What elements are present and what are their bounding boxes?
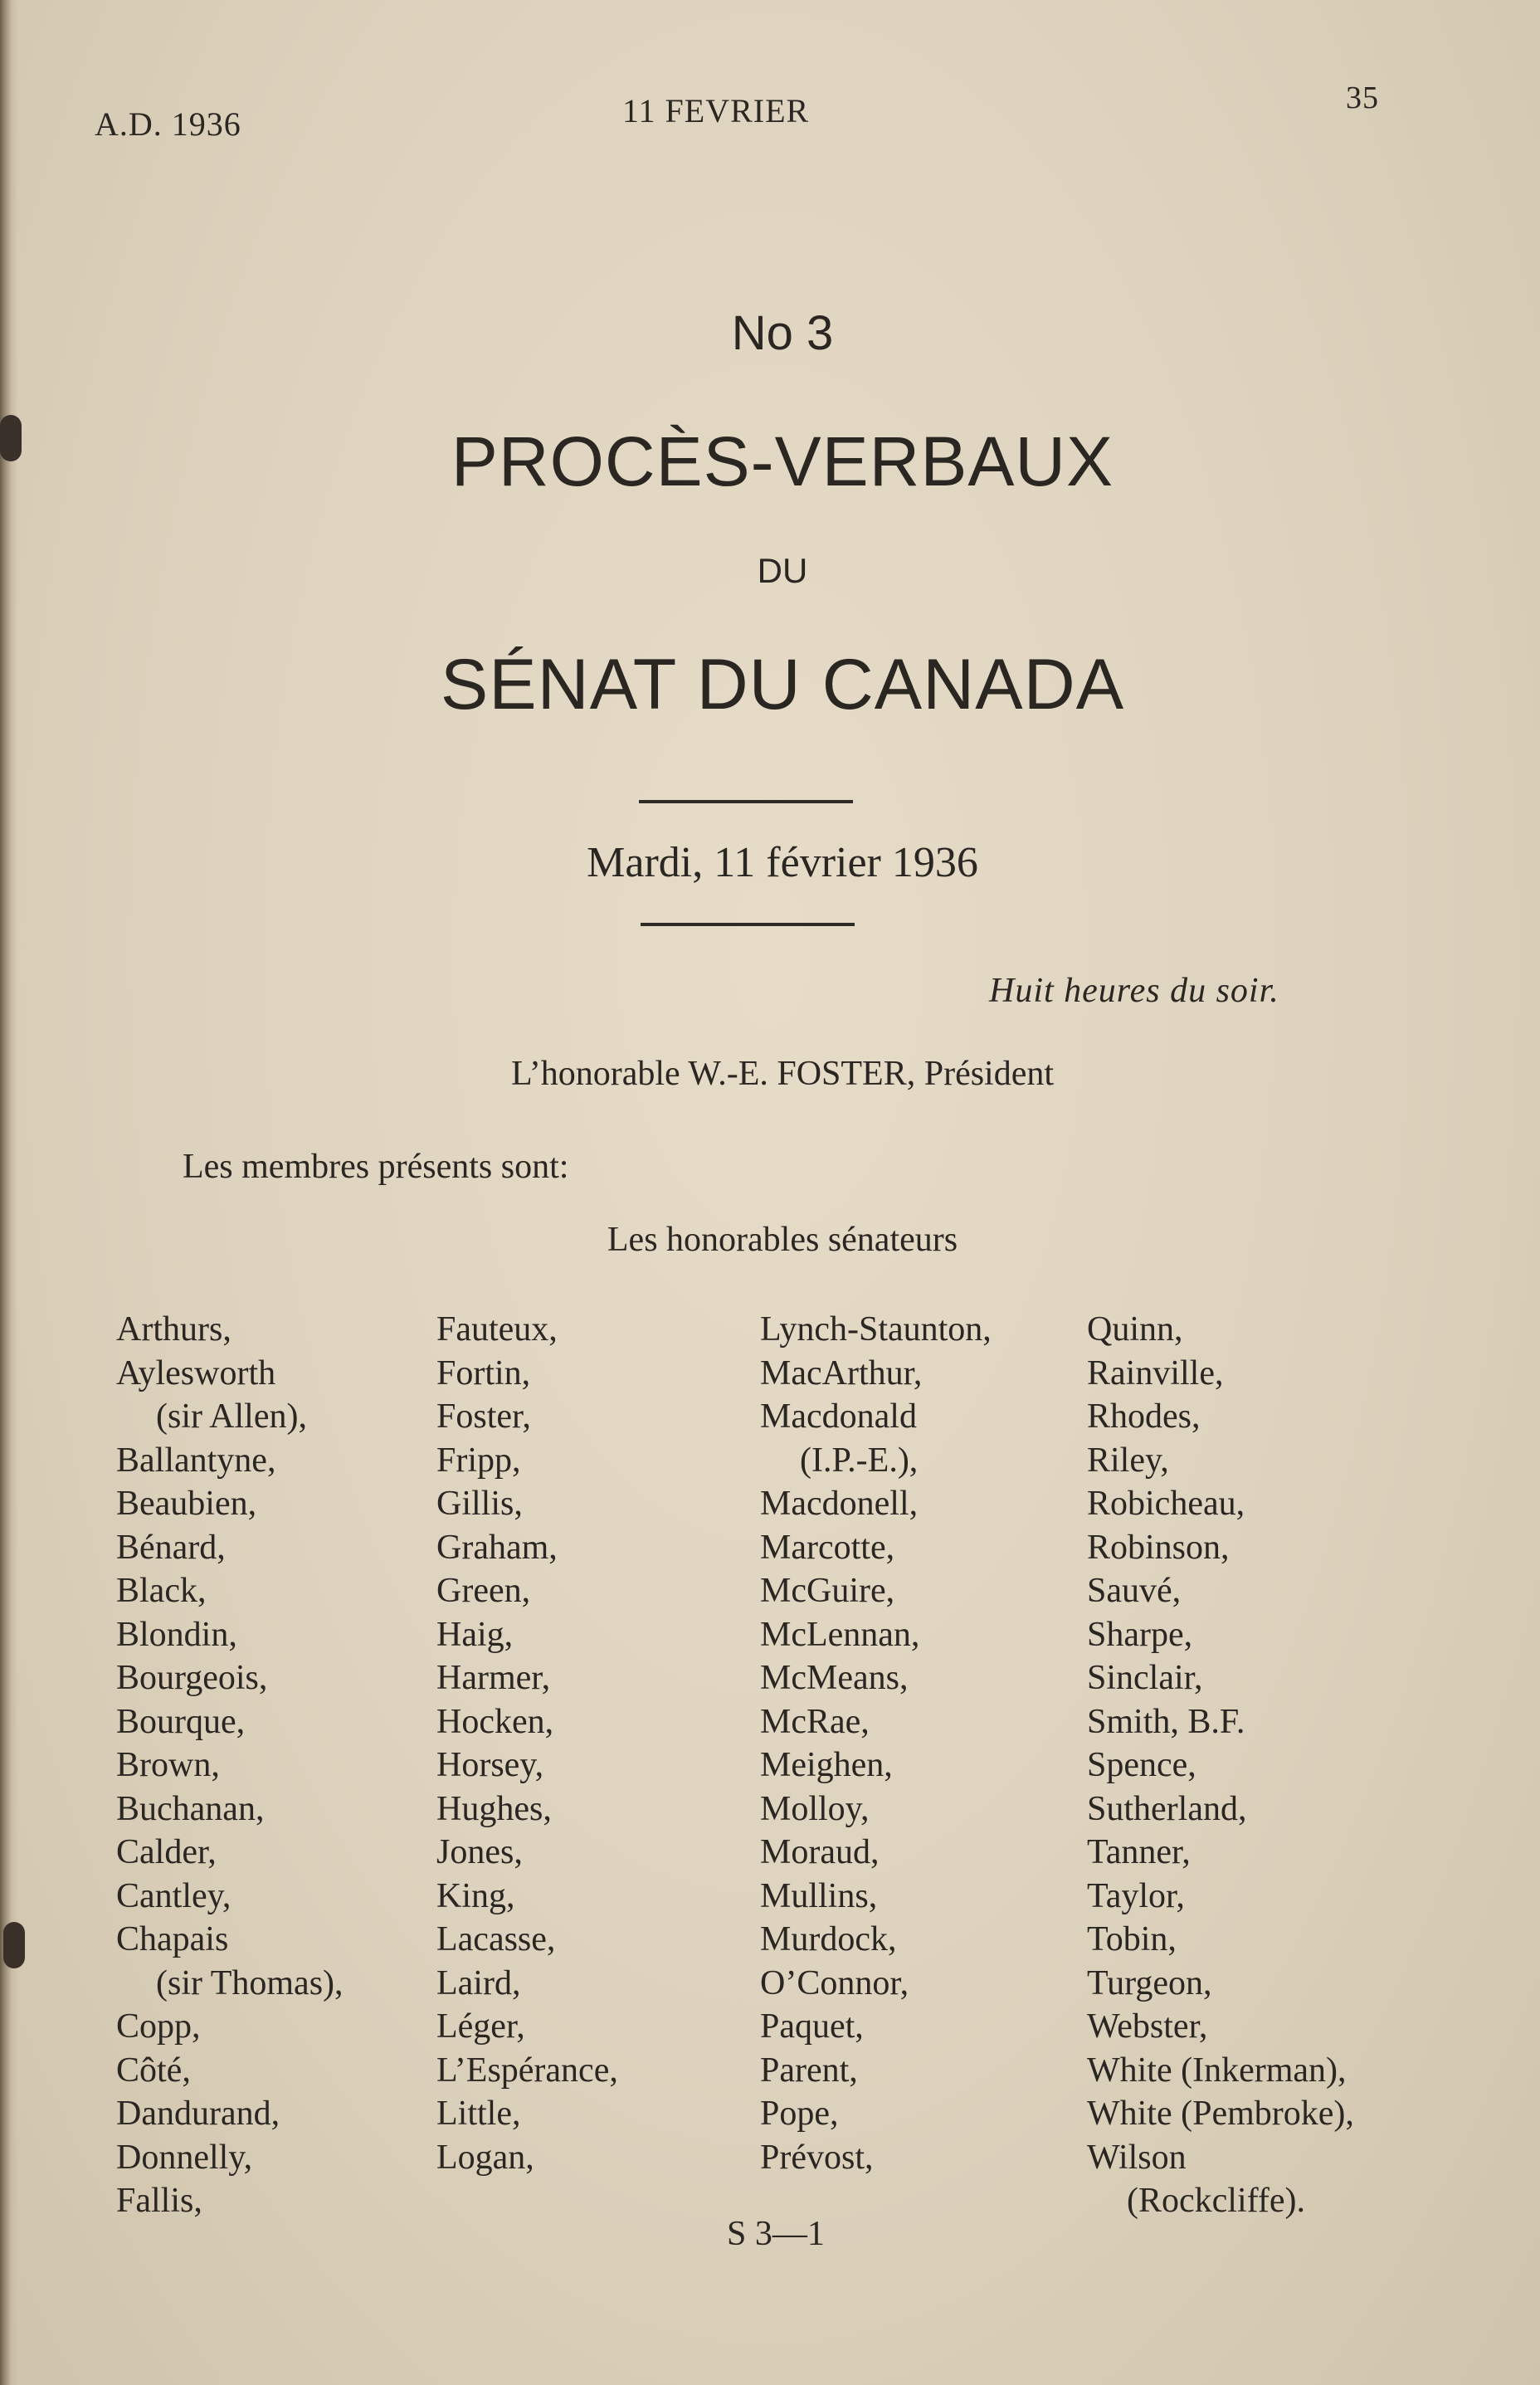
senator-name: O’Connor, (760, 1963, 909, 2002)
senator-name: Moraud, (760, 1833, 880, 1871)
senator-name: Bénard, (116, 1528, 226, 1567)
senator-name: McLennan, (760, 1615, 920, 1654)
senator-name: Fauteux, (436, 1310, 558, 1349)
senator-name: Jones, (436, 1833, 523, 1871)
senator-name: Smith, B.F. (1087, 1702, 1245, 1741)
senator-name: Hocken, (436, 1702, 554, 1741)
senator-name: Webster, (1087, 2007, 1208, 2046)
senator-name: McMeans, (760, 1659, 909, 1697)
senator-name: Laird, (436, 1963, 521, 2002)
senator-column-3 (760, 1308, 992, 2179)
senator-name: Copp, (116, 2007, 201, 2046)
senator-name: Léger, (436, 2007, 525, 2046)
senator-name: Robicheau, (1087, 1485, 1245, 1523)
senator-name: Parent, (760, 2051, 858, 2090)
senator-name: Buchanan, (116, 1789, 265, 1828)
senator-name: Macdonell, (760, 1485, 919, 1523)
senator-name: Dandurand, (116, 2095, 280, 2133)
senator-name: Calder, (116, 1833, 217, 1871)
senator-column-4 (1087, 1308, 1354, 2223)
senator-name: Wilson (1087, 2138, 1187, 2177)
senator-name: Little, (436, 2095, 521, 2133)
senator-name: Green, (436, 1572, 531, 1610)
senator-name: Lynch-Staunton, (760, 1310, 992, 1349)
senator-name: Mullins, (760, 1876, 878, 1915)
senator-name: (sir Allen), (156, 1397, 307, 1436)
session-date: Mardi, 11 février 1936 (587, 839, 978, 886)
senator-name: Gillis, (436, 1485, 523, 1523)
senator-name: L’Espérance, (436, 2051, 618, 2090)
senator-name: Pope, (760, 2095, 839, 2133)
senator-name: Hughes, (436, 1789, 552, 1828)
members-intro: Les membres présents sont: (183, 1148, 569, 1186)
senator-name: Spence, (1087, 1746, 1196, 1784)
senator-name: Foster, (436, 1397, 531, 1436)
senator-name: Meighen, (760, 1746, 893, 1784)
senator-name: Sharpe, (1087, 1615, 1193, 1654)
senator-name: Rhodes, (1087, 1397, 1201, 1436)
senator-name: Fortin, (436, 1353, 531, 1392)
presiding-officer: L’honorable W.-E. FOSTER, Président (510, 1055, 1055, 1093)
senator-name: (sir Thomas), (156, 1963, 344, 2002)
senator-name: King, (436, 1876, 515, 1915)
senator-name: Ballantyne, (116, 1441, 276, 1480)
senator-name: McRae, (760, 1702, 870, 1741)
senator-name: White (Inkerman), (1087, 2051, 1347, 2090)
senator-name: Sutherland, (1087, 1789, 1247, 1828)
senator-name: MacArthur, (760, 1353, 923, 1392)
session-time: Huit heures du soir. (989, 972, 1279, 1010)
binding-hole (3, 1922, 25, 1968)
senator-column-2 (436, 1308, 618, 2179)
senator-name: Marcotte, (760, 1528, 895, 1567)
senator-name: Molloy, (760, 1789, 870, 1828)
senator-name: Robinson, (1087, 1528, 1230, 1567)
senator-name: Tanner, (1087, 1833, 1191, 1871)
senator-name: White (Pembroke), (1087, 2095, 1354, 2133)
senator-name: Murdock, (760, 1920, 897, 1958)
senator-name: Tobin, (1087, 1920, 1177, 1958)
senator-name: Macdonald (760, 1397, 917, 1436)
senator-name: Brown, (116, 1746, 220, 1784)
senator-name: Arthurs, (116, 1310, 231, 1349)
senator-name: Black, (116, 1572, 207, 1610)
senator-name: Riley, (1087, 1441, 1169, 1480)
senators-subheading: Les honorables sénateurs (607, 1221, 958, 1259)
senator-name: Cantley, (116, 1876, 231, 1915)
issue-number: No 3 (731, 306, 834, 360)
senator-name: Bourgeois, (116, 1659, 268, 1697)
senator-name: Quinn, (1087, 1310, 1183, 1349)
senator-name: Logan, (436, 2138, 534, 2177)
title-du: DU (757, 551, 808, 590)
divider-rule (641, 923, 855, 926)
senator-name: Harmer, (436, 1659, 551, 1697)
senator-name: Sauvé, (1087, 1572, 1182, 1610)
senator-name: Prévost, (760, 2138, 874, 2177)
senator-name: Haig, (436, 1615, 514, 1654)
senator-name: Taylor, (1087, 1876, 1185, 1915)
printer-signature: S 3—1 (727, 2215, 825, 2253)
title-line-2: SÉNAT DU CANADA (440, 645, 1125, 724)
senator-name: Donnelly, (116, 2138, 253, 2177)
divider-rule (639, 800, 853, 803)
senator-name: Côté, (116, 2051, 191, 2090)
title-line-1: PROCÈS-VERBAUX (451, 422, 1114, 500)
senator-name: McGuire, (760, 1572, 895, 1610)
running-header-date: 11 FEVRIER (622, 92, 810, 129)
senator-name: Chapais (116, 1920, 229, 1958)
senator-name: Blondin, (116, 1615, 237, 1654)
senator-name: Beaubien, (116, 1485, 257, 1523)
senator-name: Horsey, (436, 1746, 544, 1784)
senator-name: Bourque, (116, 1702, 246, 1741)
senator-name: Aylesworth (116, 1353, 276, 1392)
senator-name: Graham, (436, 1528, 558, 1567)
senator-name: Lacasse, (436, 1920, 556, 1958)
senator-name: (I.P.-E.), (800, 1441, 919, 1480)
senator-name: Paquet, (760, 2007, 864, 2046)
senator-name: Fallis, (116, 2182, 202, 2220)
page-number: 35 (1346, 80, 1379, 115)
senator-name: Sinclair, (1087, 1659, 1203, 1697)
senator-column-1 (116, 1308, 344, 2223)
senator-name: Rainville, (1087, 1353, 1224, 1392)
running-header-year: A.D. 1936 (95, 105, 241, 143)
senator-name: (Rockcliffe). (1127, 2182, 1305, 2220)
senator-name: Fripp, (436, 1441, 521, 1480)
senator-name: Turgeon, (1087, 1963, 1212, 2002)
